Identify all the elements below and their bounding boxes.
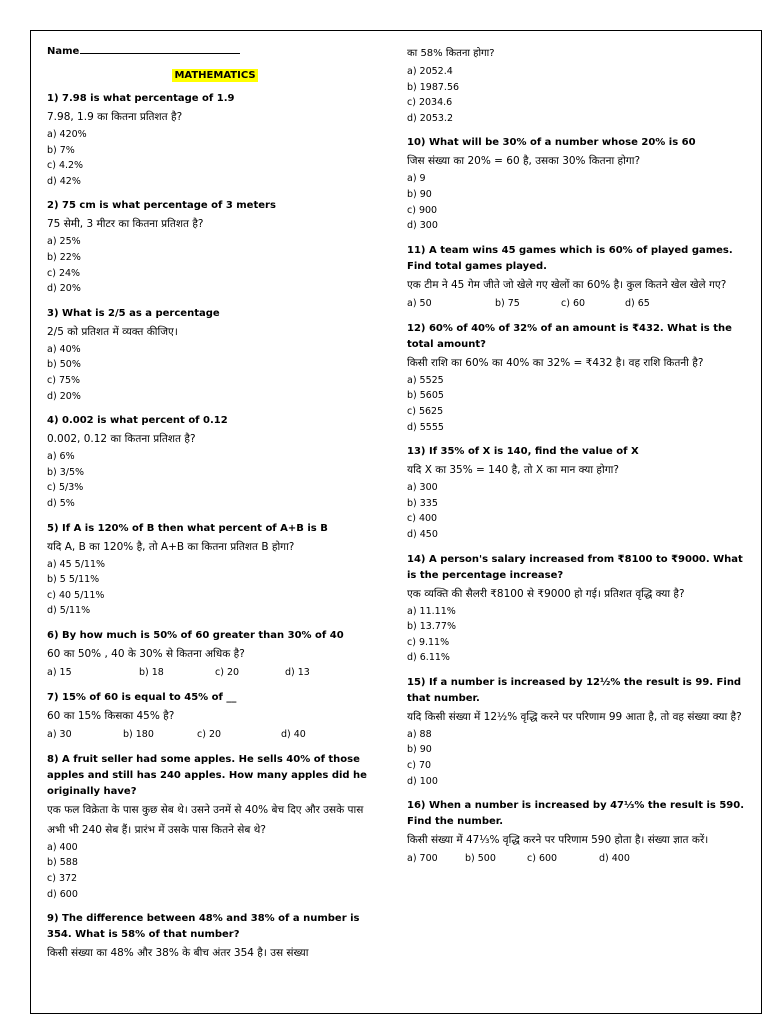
question-text-english: 2) 75 cm is what percentage of 3 meters xyxy=(47,200,276,212)
answer-option: d) 20% xyxy=(47,390,81,402)
question-9-continuation: का 58% कितना होगा? xyxy=(407,48,495,59)
answer-option: a) 6% xyxy=(47,451,75,463)
answer-option: b) 500 xyxy=(465,853,496,865)
name-underline xyxy=(80,45,240,54)
answer-option: b) 7% xyxy=(47,144,75,156)
question xyxy=(47,911,383,963)
answer-option: d) 5/11% xyxy=(47,605,91,617)
answer-option: c) 20 xyxy=(197,728,222,740)
answer-option: d) 6.11% xyxy=(407,652,450,664)
name-label: Name xyxy=(47,46,80,57)
question-text-english: 3) What is 2/5 as a percentage xyxy=(47,307,220,319)
answer-option: d) 65 xyxy=(625,297,650,309)
answer-option: b) 3/5% xyxy=(47,466,85,478)
question xyxy=(47,521,383,619)
question-text-hindi: एक टीम ने 45 गेम जीते जो खेले गए खेलों का 60% है। कुल कितने खेल खेले गए? xyxy=(407,278,727,291)
answer-option: b) 588 xyxy=(47,857,78,869)
answer-option-row xyxy=(47,664,383,681)
question-text-hindi: 60 का 50% , 40 के 30% से कितना अधिक है? xyxy=(47,647,245,660)
answer-option: c) 60 xyxy=(561,297,586,309)
question-text-english: 11) A team wins 45 games which is 60% of played games. Find total games played. xyxy=(407,244,733,272)
right-column xyxy=(407,46,747,876)
answer-option: a) 420% xyxy=(47,129,87,140)
answer-option: b) 1987.56 xyxy=(407,81,460,93)
answer-option-row xyxy=(407,295,747,312)
question xyxy=(407,444,747,542)
answer-option: d) 100 xyxy=(407,775,438,787)
question-text-hindi: 7.98, 1.9 का कितना प्रतिशत है? xyxy=(47,111,183,123)
answer-option: a) 40% xyxy=(47,343,81,355)
answer-option: c) 900 xyxy=(407,204,438,216)
question-9-options xyxy=(407,64,747,126)
question-text-english: 6) By how much is 50% of 60 greater than 30% of 40 xyxy=(47,629,344,641)
question-text-english: 13) If 35% of X is 140, find the value of X xyxy=(407,446,639,458)
question xyxy=(407,552,747,666)
question-text-hindi: किसी संख्या का 48% और 38% के बीच अंतर 354 है। उस संख्या xyxy=(47,947,309,960)
worksheet-border xyxy=(30,30,762,1014)
question-text-english: 8) A fruit seller had some apples. He sells 40% of those apples and still has 240 apples. How many apples did he originally have? xyxy=(47,753,367,797)
answer-option: d) 5% xyxy=(47,497,75,509)
answer-option: b) 5 5/11% xyxy=(47,574,100,586)
answer-option: a) 300 xyxy=(407,482,438,494)
answer-option: c) 5/3% xyxy=(47,482,84,494)
answer-option: d) 450 xyxy=(407,528,438,540)
answer-option: c) 24% xyxy=(47,267,81,279)
question xyxy=(47,91,383,189)
answer-option: b) 335 xyxy=(407,497,438,509)
title-wrap xyxy=(47,63,383,91)
question-text-hindi: एक फल विक्रेता के पास कुछ सेब थे। उसने उनमें से 40% बेच दिए और उसके पास अभी भी 240 सेब हैं। प्रारंभ में उसके पास कितने सेब थे? xyxy=(47,803,364,836)
question-text-english: 4) 0.002 is what percent of 0.12 xyxy=(47,415,228,427)
answer-option: c) 75% xyxy=(47,374,81,386)
question-text-hindi: एक व्यक्ति की सैलरी ₹8100 से ₹9000 हो गई। प्रतिशत वृद्धि क्या है? xyxy=(407,587,685,600)
answer-option-row xyxy=(47,726,383,743)
answer-option: b) 75 xyxy=(495,297,520,309)
question-text-english: 14) A person's salary increased from ₹8100 to ₹9000. What is the percentage increase? xyxy=(407,553,743,581)
answer-option: d) 40 xyxy=(281,728,306,740)
question-text-hindi: 0.002, 0.12 का कितना प्रतिशत है? xyxy=(47,433,196,446)
answer-option: a) 11.11% xyxy=(407,605,456,617)
question-text-english: 9) The difference between 48% and 38% of a number is 354. What is 58% of that number? xyxy=(47,913,360,941)
answer-option: b) 90 xyxy=(407,188,432,200)
question-text-hindi: 2/5 को प्रतिशत में व्यक्त कीजिए। xyxy=(47,325,178,338)
question-text-hindi: यदि A, B का 120% है, तो A+B का कितना प्रतिशत B होगा? xyxy=(47,540,295,553)
answer-option: b) 18 xyxy=(139,666,164,678)
answer-option: b) 180 xyxy=(123,728,154,740)
right-question-list xyxy=(407,135,747,867)
answer-option-row xyxy=(407,850,747,867)
answer-option: a) 5525 xyxy=(407,374,444,386)
question xyxy=(47,690,383,743)
answer-option: d) 600 xyxy=(47,888,78,900)
question xyxy=(407,675,747,789)
question xyxy=(47,628,383,681)
question xyxy=(407,798,747,867)
question-text-hindi: 60 का 15% किसका 45% है? xyxy=(47,709,175,722)
answer-option: d) 42% xyxy=(47,175,81,187)
question-text-english: 15) If a number is increased by 12½% the result is 99. Find that number. xyxy=(407,676,742,704)
answer-option: c) 9.11% xyxy=(407,636,450,648)
answer-option: a) 25% xyxy=(47,236,81,248)
question xyxy=(407,243,747,312)
name-field[interactable] xyxy=(47,45,383,63)
question xyxy=(47,413,383,511)
question-text-hindi: जिस संख्या का 20% = 60 है, उसका 30% कितना होगा? xyxy=(407,155,641,168)
answer-option: c) 372 xyxy=(47,873,78,885)
page-title: MATHEMATICS xyxy=(174,70,256,81)
question xyxy=(47,752,383,902)
answer-option: d) 2053.2 xyxy=(407,112,453,124)
question-text-hindi: किसी संख्या में 47⅓% वृद्धि करने पर परिणाम 590 होता है। संख्या ज्ञात करें। xyxy=(407,834,709,847)
question-text-english: 16) When a number is increased by 47⅓% the result is 590. Find the number. xyxy=(407,800,745,828)
answer-option: a) 700 xyxy=(407,853,438,865)
answer-option: c) 40 5/11% xyxy=(47,589,105,601)
answer-option: c) 600 xyxy=(527,853,558,865)
question-text-english: 10) What will be 30% of a number whose 20% is 60 xyxy=(407,137,696,149)
answer-option: d) 400 xyxy=(599,853,630,865)
question-text-hindi: यदि X का 35% = 140 है, तो X का मान क्या होगा? xyxy=(407,464,619,477)
question-text-hindi: किसी राशि का 60% का 40% का 32% = ₹432 है। वह राशि कितनी है? xyxy=(407,356,704,369)
answer-option: b) 5605 xyxy=(407,390,444,402)
question-text-hindi: 75 सेमी, 3 मीटर का कितना प्रतिशत है? xyxy=(47,218,204,231)
question-text-english: 12) 60% of 40% of 32% of an amount is ₹432. What is the total amount? xyxy=(407,322,732,350)
answer-option: a) 9 xyxy=(407,173,426,185)
answer-option: a) 30 xyxy=(47,728,72,740)
answer-option: a) 400 xyxy=(47,841,78,853)
answer-option: d) 5555 xyxy=(407,421,444,433)
answer-option: c) 4.2% xyxy=(47,160,84,172)
answer-option: b) 50% xyxy=(47,359,81,371)
answer-option: c) 5625 xyxy=(407,405,444,417)
question xyxy=(407,321,747,435)
question-text-english: 1) 7.98 is what percentage of 1.9 xyxy=(47,93,235,104)
answer-option: b) 22% xyxy=(47,251,81,263)
question xyxy=(47,306,383,404)
question xyxy=(47,198,383,296)
question-text-hindi: यदि किसी संख्या में 12½% वृद्धि करने पर परिणाम 99 आता है, तो वह संख्या क्या है? xyxy=(407,710,742,723)
left-column xyxy=(47,45,383,972)
question-text-english: 5) If A is 120% of B then what percent of A+B is B xyxy=(47,522,328,534)
answer-option: c) 2034.6 xyxy=(407,97,453,109)
question xyxy=(407,135,747,233)
answer-option: c) 400 xyxy=(407,513,438,525)
answer-option: d) 300 xyxy=(407,220,438,232)
answer-option: d) 20% xyxy=(47,283,81,295)
answer-option: b) 90 xyxy=(407,744,432,756)
answer-option: a) 15 xyxy=(47,666,72,678)
question-text-english: 7) 15% of 60 is equal to 45% of __ xyxy=(47,691,237,703)
left-question-list xyxy=(47,91,383,963)
answer-option: a) 2052.4 xyxy=(407,66,453,77)
answer-option: a) 88 xyxy=(407,728,432,740)
answer-option: d) 13 xyxy=(285,666,310,678)
answer-option: b) 13.77% xyxy=(407,621,456,633)
answer-option: a) 50 xyxy=(407,297,432,309)
answer-option: c) 70 xyxy=(407,760,432,772)
answer-option: a) 45 5/11% xyxy=(47,558,106,570)
answer-option: c) 20 xyxy=(215,666,240,678)
